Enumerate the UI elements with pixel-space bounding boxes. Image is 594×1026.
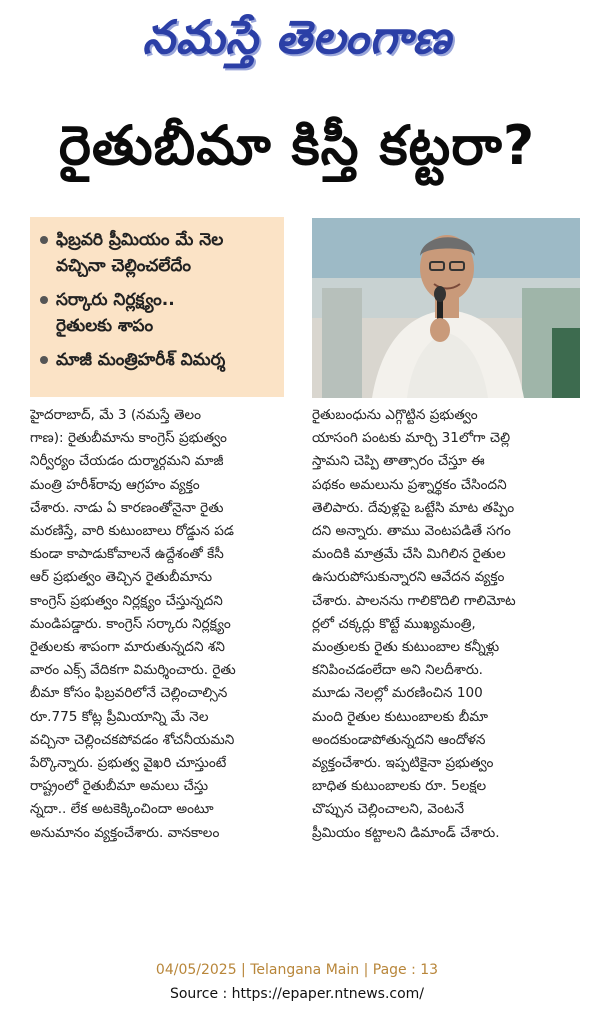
bullet-icon xyxy=(40,356,48,364)
article-line: కాంగ్రెస్ ప్రభుత్వం నిర్లక్ష్యం చేస్తున్నదని xyxy=(30,592,223,609)
highlight-item xyxy=(40,227,278,279)
article-line: హైదరాబాద్, మే 3 (నమస్తే తెలం xyxy=(30,407,202,423)
highlight-text xyxy=(56,347,225,373)
highlight-item xyxy=(40,287,278,339)
highlight-text xyxy=(56,227,223,279)
article-line: పథకం అమలును ప్రశ్నార్థకం చేసిందని xyxy=(312,476,507,493)
article-column-right xyxy=(312,404,580,845)
article-line: అనుమానం వ్యక్తంచేశారు. వానకాలం xyxy=(30,824,220,841)
bullet-icon xyxy=(40,296,48,304)
article-line: చేశారు. పాలనను గాలికొదిలి గాలిమోట xyxy=(312,592,516,609)
article-column-left xyxy=(30,404,284,845)
highlights-box xyxy=(30,217,284,397)
article-line: మూడు నెలల్లో మరణించిన 100 xyxy=(312,685,483,702)
article-line: కుండా కాపాడుకోవాలనే ఉద్దేశంతో కేసీ xyxy=(30,546,224,563)
article-line: మందికి మాత్రమే చేసి మిగిలిన రైతుల xyxy=(312,546,506,563)
article-headline: రైతుబీమా కిస్తీ కట్టరా? xyxy=(58,114,536,177)
article-line: రాష్ట్రంలో రైతుబీమా అమలు చేస్తు xyxy=(30,778,209,795)
article-line: రైతుబంధును ఎగ్గొట్టిన ప్రభుత్వం xyxy=(312,407,478,423)
article-line: చేశారు. నాడు ఏ కారణంతోనైనా రైతు xyxy=(30,499,224,516)
edition-info: 04/05/2025 | Telangana Main | Page : 13 xyxy=(155,962,439,978)
article-line: యాసంగి పంటకు మార్చి 31లోగా చెల్లి xyxy=(312,430,511,447)
article-line: చొప్పున చెల్లించాలని, వెంటనే xyxy=(312,801,465,818)
article-line: కనిపించడంలేదా అని నిలదీశారు. xyxy=(312,662,483,679)
article-line: రైతులకు శాపంగా మారుతున్నదని శని xyxy=(30,639,225,656)
article-line: ప్రీమియం కట్టాలని డిమాండ్ చేశారు. xyxy=(312,824,500,841)
article-line: స్తామని చెప్పి తాత్సారం చేస్తూ ఈ xyxy=(312,453,485,470)
article-line: ర్లలో చక్కర్లు కొట్టే ముఖ్యమంత్రి, xyxy=(312,615,476,632)
article-line: అందకుండాపోతున్నదని ఆందోళన xyxy=(312,731,486,748)
article-line: పేర్కొన్నారు. ప్రభుత్వ వైఖరి చూస్తుంటే xyxy=(30,755,227,772)
highlight-item xyxy=(40,347,278,373)
article-line: తెలిపారు. దేవుళ్లపై ఒట్టేసి మాట తప్పిం xyxy=(312,499,515,516)
highlight-line: మాజీ మంత్రిహరీశ్ విమర్శ xyxy=(56,350,226,370)
article-line: గాణ): రైతుబీమాను కాంగ్రెస్ ప్రభుత్వం xyxy=(30,430,227,447)
article-line: వారం ఎక్స్ వేదికగా విమర్శించారు. రైతు xyxy=(30,662,236,679)
source-link[interactable]: Source : https://epaper.ntnews.com/ xyxy=(169,986,425,1002)
newspaper-masthead: నమస్తే తెలంగాణ xyxy=(142,10,452,64)
article-line: మంత్రి హరీశ్‌రావు ఆగ్రహం వ్యక్తం xyxy=(30,476,200,493)
article-line: రూ.775 కోట్ల ప్రీమియాన్ని మే నెల xyxy=(30,708,209,725)
article-line: మంత్రులకు రైతు కుటుంబాల కన్నీళ్లు xyxy=(312,639,500,656)
article-line: బీమా కోసం ఫిబ్రవరిలోనే చెల్లించాల్సిన xyxy=(30,685,228,702)
article-line: న్నదా.. లేక అటకెక్కించిందా అంటూ xyxy=(30,801,214,818)
highlight-line: రైతులకు శాపం xyxy=(56,316,154,336)
article-line: ఆర్ ప్రభుత్వం తెచ్చిన రైతుబీమాను xyxy=(30,569,213,586)
article-line: మరణిస్తే, వారి కుటుంబాలు రోడ్డున పడ xyxy=(30,523,234,540)
highlight-line: సర్కారు నిర్లక్ష్యం.. xyxy=(56,290,175,310)
article-line: బాధిత కుటుంబాలకు రూ. 5లక్షల xyxy=(312,778,487,795)
article-line: వచ్చినా చెల్లించకపోవడం శోచనీయమని xyxy=(30,731,235,748)
article-line: ఉసురుపోసుకున్నారని ఆవేదన వ్యక్తం xyxy=(312,569,505,586)
article-line: దని అన్నారు. తాము వెంటపడితే సగం xyxy=(312,523,511,540)
highlight-line: వచ్చినా చెల్లించలేదేం xyxy=(56,256,191,276)
article-line: వ్యక్తంచేశారు. ఇప్పటికైనా ప్రభుత్వం xyxy=(312,755,494,772)
speaker-photo-illustration xyxy=(312,218,580,398)
article-line: మండిపడ్డారు. కాంగ్రెస్ సర్కారు నిర్లక్ష్యం xyxy=(30,615,231,632)
article-line: నిర్వీర్యం చేయడం దుర్మార్గమని మాజీ xyxy=(30,453,224,470)
bullet-icon xyxy=(40,236,48,244)
highlight-line: ఫిబ్రవరి ప్రీమియం మే నెల xyxy=(56,230,224,250)
speaker-photo xyxy=(312,218,580,398)
article-line: మంది రైతుల కుటుంబాలకు బీమా xyxy=(312,708,488,725)
highlight-text xyxy=(56,287,175,339)
